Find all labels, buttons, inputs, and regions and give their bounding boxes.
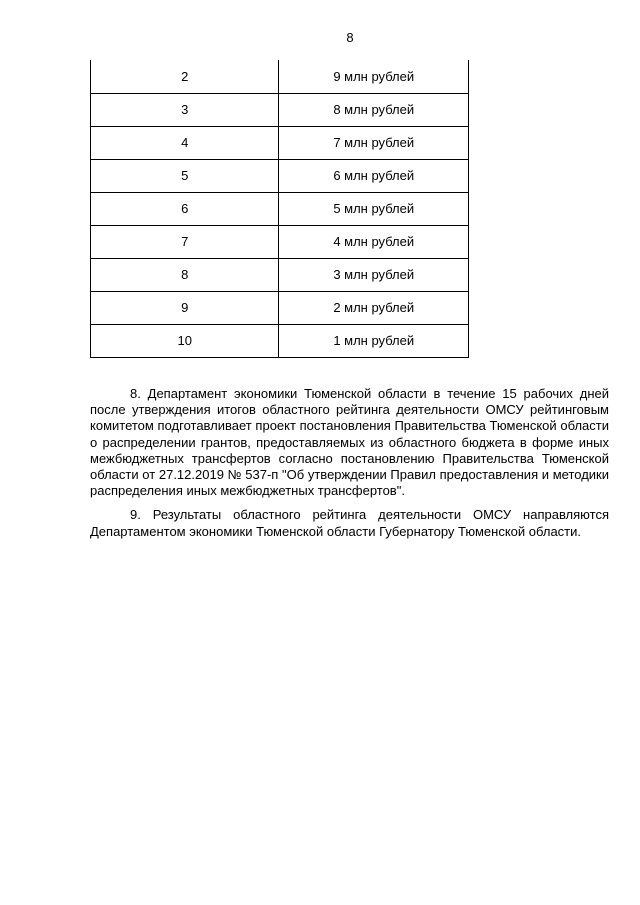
table-cell-place: 6 [91,192,279,225]
table-cell-place: 7 [91,225,279,258]
table-cell-place: 3 [91,93,279,126]
table-row [91,192,469,225]
table-cell-place: 2 [91,60,279,93]
table-row [91,60,469,93]
table-cell-place: 9 [91,291,279,324]
grant-amount-table [90,60,469,358]
table-cell-amount: 6 млн рублей [279,159,469,192]
table-cell-place: 10 [91,324,279,357]
paragraph-9: 9. Результаты областного рейтинга деятельности ОМСУ направляются Департаментом экономики Тюменской области Губернатору Тюменской области. [90,507,609,539]
table-cell-amount: 1 млн рублей [279,324,469,357]
table-row [91,159,469,192]
table-cell-amount: 9 млн рублей [279,60,469,93]
table-cell-place: 4 [91,126,279,159]
table-cell-amount: 8 млн рублей [279,93,469,126]
table-cell-amount: 4 млн рублей [279,225,469,258]
table-cell-place: 5 [91,159,279,192]
table-row [91,93,469,126]
table-cell-amount: 2 млн рублей [279,291,469,324]
table-row [91,225,469,258]
page-number: 8 [346,30,354,45]
paragraph-8: 8. Департамент экономики Тюменской области в течение 15 рабочих дней после утверждения итогов областного рейтинга деятельности ОМСУ рейтинговым комитетом подготавливает проект постановления Правительства Тюменской области о распределении грантов, предоставляемых из областного бюджета в форме иных межбюджетных трансфертов согласно постановлению Правительства Тюменской области от 27.12.2019 № 537-п "Об утверждении Правил предоставления и методики распределения иных межбюджетных трансфертов". [90,386,609,499]
table-row [91,324,469,357]
table-cell-amount: 3 млн рублей [279,258,469,291]
table-row [91,126,469,159]
table-cell-amount: 7 млн рублей [279,126,469,159]
table-row [91,291,469,324]
table-cell-place: 8 [91,258,279,291]
table-row [91,258,469,291]
table-cell-amount: 5 млн рублей [279,192,469,225]
document-body [90,386,609,548]
